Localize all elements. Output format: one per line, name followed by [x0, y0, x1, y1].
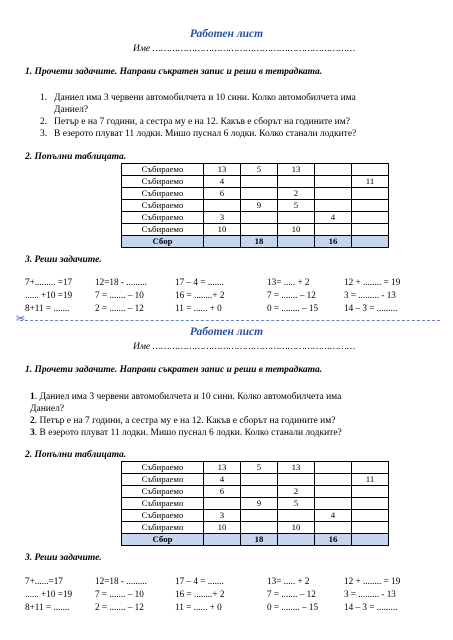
- exercise: 12=18 - .........: [95, 277, 147, 287]
- row-label: Събираемо: [122, 510, 204, 522]
- exercise: ...... +10 =19: [25, 589, 73, 599]
- exercise: 7+......=17: [25, 576, 63, 586]
- table-cell: [352, 164, 389, 176]
- table-cell: [241, 522, 278, 534]
- table-row: [122, 188, 389, 200]
- table-row: [122, 176, 389, 188]
- addition-table: [121, 461, 389, 546]
- table-cell: [278, 212, 315, 224]
- table-cell: [352, 462, 389, 474]
- table-cell: [352, 224, 389, 236]
- table-cell: [352, 498, 389, 510]
- table-cell: [352, 510, 389, 522]
- name-line: Име ………………………………………………………………: [133, 342, 356, 352]
- table-cell: [315, 462, 352, 474]
- exercise: 7 = ....... – 12: [267, 290, 316, 300]
- exercise: 11 = ...... + 0: [175, 303, 222, 313]
- exercise: 3 = ......... - 13: [344, 589, 396, 599]
- name-line: Име ………………………………………………………………: [133, 44, 356, 54]
- task-item: [40, 104, 356, 116]
- table-cell: [352, 486, 389, 498]
- table-cell: 10: [204, 522, 241, 534]
- section-2-heading: 2. Попълни таблицата.: [25, 152, 127, 162]
- sum-cell: 18: [241, 534, 278, 546]
- table-row: [122, 200, 389, 212]
- exercise: 16 = ........+ 2: [175, 589, 225, 599]
- exercise: 3 = ......... - 13: [344, 290, 396, 300]
- sum-row: [122, 236, 389, 248]
- table-cell: [315, 498, 352, 510]
- sum-row: [122, 534, 389, 546]
- table-cell: [241, 486, 278, 498]
- table-cell: [241, 212, 278, 224]
- table-cell: 4: [315, 212, 352, 224]
- exercise: 2 = ....... – 12: [95, 602, 144, 612]
- exercise: 16 = ........+ 2: [175, 290, 225, 300]
- table-cell: 5: [278, 498, 315, 510]
- exercise: 17 – 4 = .......: [175, 277, 224, 287]
- table-cell: [315, 224, 352, 236]
- task-number: 1: [30, 392, 35, 402]
- table-cell: [315, 200, 352, 212]
- addition-table: [121, 163, 389, 248]
- scissors-icon: ✂: [16, 313, 26, 325]
- task-text: . В езерото плуват 11 лодки. Мишо пуснал 6 лодки. Колко станали лодките?: [34, 428, 342, 438]
- table-cell: 6: [204, 486, 241, 498]
- task-item: [40, 128, 356, 140]
- sum-cell: 16: [315, 236, 352, 248]
- task-item: [30, 403, 342, 415]
- row-label: Събираемо: [122, 522, 204, 534]
- task-text: Даниел?: [30, 404, 65, 414]
- exercise: 14 – 3 = .........: [344, 602, 398, 612]
- sum-cell: [204, 236, 241, 248]
- table-cell: 10: [204, 224, 241, 236]
- table-cell: [278, 510, 315, 522]
- table-cell: [241, 474, 278, 486]
- exercise: 11 = ...... + 0: [175, 602, 222, 612]
- cut-line: [20, 320, 440, 321]
- table-cell: 13: [278, 164, 315, 176]
- section-3-heading: 3. Реши задачите.: [25, 553, 102, 563]
- row-label: Събираемо: [122, 188, 204, 200]
- sum-cell: [204, 534, 241, 546]
- task-text: Даниел има 3 червени автомобилчета и 10 сини. Колко автомобилчета има: [54, 93, 356, 103]
- row-label: Събираемо: [122, 224, 204, 236]
- sum-label: Сбор: [122, 534, 204, 546]
- task-item: [30, 415, 342, 427]
- table-cell: 2: [278, 486, 315, 498]
- table-cell: 9: [241, 498, 278, 510]
- table-cell: [204, 200, 241, 212]
- task-item: [40, 116, 356, 128]
- table-cell: [315, 164, 352, 176]
- row-label: Събираемо: [122, 462, 204, 474]
- exercise: 12 + ........ = 19: [344, 277, 401, 287]
- sum-label: Сбор: [122, 236, 204, 248]
- exercise: 0 = ........ – 15: [267, 303, 319, 313]
- task-number: 2.: [40, 117, 48, 127]
- sum-cell: [352, 236, 389, 248]
- task-number: 2: [30, 416, 35, 426]
- exercise-row: [25, 576, 440, 586]
- worksheet-title: Работен лист: [189, 28, 264, 40]
- table-cell: [352, 212, 389, 224]
- section-1-heading: 1. Прочети задачите. Направи съкратен запис и реши в тетрадката.: [25, 67, 323, 77]
- task-text: Петър е на 7 години, а сестра му е на 12. Какъв е сборът на годините им?: [54, 117, 350, 127]
- table-cell: 9: [241, 200, 278, 212]
- row-label: Събираемо: [122, 164, 204, 176]
- table-row: [122, 510, 389, 522]
- table-cell: [241, 188, 278, 200]
- exercise: 13= ..... + 2: [267, 277, 310, 287]
- task-text: . Даниел има 3 червени автомобилчета и 10 сини. Колко автомобилчета има: [34, 392, 342, 402]
- exercise: 0 = ........ – 15: [267, 602, 319, 612]
- table-row: [122, 462, 389, 474]
- table-cell: 10: [278, 522, 315, 534]
- table-row: [122, 522, 389, 534]
- table-cell: [315, 522, 352, 534]
- table-cell: 3: [204, 510, 241, 522]
- table-cell: 4: [315, 510, 352, 522]
- table-cell: [241, 510, 278, 522]
- exercise: ...... +10 =19: [25, 290, 73, 300]
- row-label: Събираемо: [122, 176, 204, 188]
- exercise: 7+......... =17: [25, 277, 73, 287]
- task-text: . Петър е на 7 години, а сестра му е на 12. Какъв е сборът на годините им?: [34, 416, 336, 426]
- table-cell: 5: [241, 462, 278, 474]
- table-cell: [315, 176, 352, 188]
- task-list: [30, 391, 342, 439]
- exercise-row: [25, 602, 440, 612]
- exercise: 14 – 3 = .........: [344, 303, 398, 313]
- sum-cell: [278, 236, 315, 248]
- table-cell: [315, 474, 352, 486]
- table-cell: 11: [352, 474, 389, 486]
- sum-cell: [278, 534, 315, 546]
- table-cell: 11: [352, 176, 389, 188]
- table-cell: 4: [204, 176, 241, 188]
- exercise-row: [25, 277, 440, 287]
- exercise: 8+11 = .......: [25, 602, 70, 612]
- table-cell: 3: [204, 212, 241, 224]
- table-cell: [352, 522, 389, 534]
- row-label: Събираемо: [122, 474, 204, 486]
- table-cell: [278, 176, 315, 188]
- task-item: [30, 427, 342, 439]
- table-cell: [315, 486, 352, 498]
- table-cell: 5: [241, 164, 278, 176]
- task-number: 3.: [40, 129, 48, 139]
- task-list: [40, 92, 356, 140]
- table-row: [122, 498, 389, 510]
- section-3-heading: 3. Реши задачите.: [25, 255, 102, 265]
- exercise-row: [25, 589, 440, 599]
- exercise: 8+11 = .......: [25, 303, 70, 313]
- sum-cell: [352, 534, 389, 546]
- exercise: 12 + ........ = 19: [344, 576, 401, 586]
- table-cell: 2: [278, 188, 315, 200]
- table-cell: 6: [204, 188, 241, 200]
- row-label: Събираемо: [122, 200, 204, 212]
- task-number: 3: [30, 428, 35, 438]
- worksheet-title: Работен лист: [189, 326, 264, 338]
- exercise: 7 = ....... – 10: [95, 589, 144, 599]
- exercise: 17 – 4 = .......: [175, 576, 224, 586]
- table-cell: [204, 498, 241, 510]
- table-row: [122, 486, 389, 498]
- row-label: Събираемо: [122, 498, 204, 510]
- exercise-row: [25, 290, 440, 300]
- table-cell: [352, 200, 389, 212]
- exercise: 13= ..... + 2: [267, 576, 310, 586]
- exercise: 7 = ....... – 12: [267, 589, 316, 599]
- sum-cell: 18: [241, 236, 278, 248]
- task-number: 1.: [40, 93, 48, 103]
- section-1-heading: 1. Прочети задачите. Направи съкратен запис и реши в тетрадката.: [25, 365, 323, 375]
- task-text: В езерото плуват 11 лодки. Мишо пуснал 6 лодки. Колко станали лодките?: [54, 129, 357, 139]
- task-text: Даниел?: [54, 105, 89, 115]
- table-cell: 13: [204, 164, 241, 176]
- table-cell: 10: [278, 224, 315, 236]
- table-row: [122, 164, 389, 176]
- sum-cell: 16: [315, 534, 352, 546]
- table-row: [122, 212, 389, 224]
- exercise-row: [25, 303, 440, 313]
- task-item: [40, 92, 356, 104]
- row-label: Събираемо: [122, 486, 204, 498]
- table-cell: [241, 224, 278, 236]
- task-item: [30, 391, 342, 403]
- exercise: 12=18 - .........: [95, 576, 147, 586]
- table-cell: [241, 176, 278, 188]
- table-cell: [315, 188, 352, 200]
- row-label: Събираемо: [122, 212, 204, 224]
- table-cell: 5: [278, 200, 315, 212]
- exercise: 2 = ....... – 12: [95, 303, 144, 313]
- table-row: [122, 474, 389, 486]
- table-cell: 13: [204, 462, 241, 474]
- table-cell: [278, 474, 315, 486]
- table-cell: [352, 188, 389, 200]
- table-row: [122, 224, 389, 236]
- table-cell: 4: [204, 474, 241, 486]
- section-2-heading: 2. Попълни таблицата.: [25, 450, 127, 460]
- exercise: 7 = ....... – 10: [95, 290, 144, 300]
- table-cell: 13: [278, 462, 315, 474]
